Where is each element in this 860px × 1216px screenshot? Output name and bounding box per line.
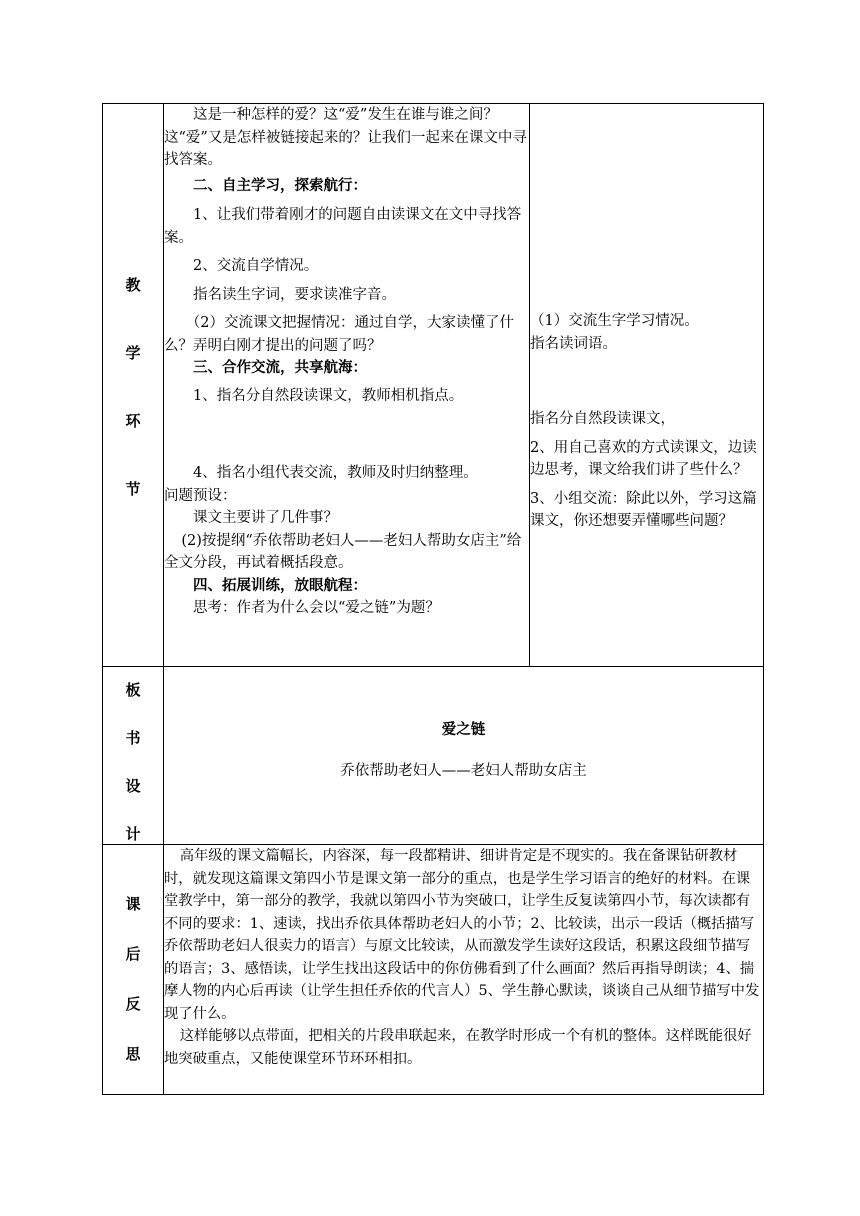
- teaching-label-cell: [103, 104, 164, 667]
- reflection-row: [103, 845, 764, 1095]
- section-heading-4: 四、拓展训练，放眼航程：: [193, 576, 367, 594]
- reflection-paragraph: 这样能够以点带面，把相关的片段串联起来，在教学时形成一个有机的整体。这样既能很好地突破重点，又能使课堂环节环环相扣。: [164, 1028, 752, 1067]
- board-content: [164, 667, 763, 783]
- intro-paragraph: 这是一种怎样的爱？这“爱”发生在谁与谁之间？这“爱”又是怎样被链接起来的？让我们一起来在课文中寻找答案。: [164, 107, 527, 168]
- board-design-cell: [164, 667, 764, 845]
- student-activity: 指名分自然段读课文，: [530, 411, 675, 427]
- step-paragraph: 思考：作者为什么会以“爱之链”为题？: [193, 600, 440, 616]
- reflection-label-char: 反: [125, 995, 141, 1013]
- reflection-label: [103, 845, 163, 1064]
- board-label-char: 书: [125, 729, 141, 747]
- step-paragraph: 课文主要讲了几件事？: [193, 510, 338, 526]
- section-heading-3: 三、合作交流，共享航海：: [193, 359, 367, 376]
- board-row: [103, 667, 764, 845]
- board-label-char: 计: [125, 825, 141, 843]
- teaching-process-cell: [164, 104, 530, 667]
- teaching-label-char: 节: [125, 480, 141, 498]
- board-line: 乔依帮助老妇人——老妇人帮助女店主: [340, 763, 587, 779]
- board-title: 爱之链: [441, 722, 486, 738]
- step-paragraph: 指名读生字词，要求读准字音。: [193, 286, 396, 303]
- reflection-paragraph: 高年级的课文篇幅长，内容深，每一段都精讲、细讲肯定是不现实的。我在备课钻研教材时，就发现这篇课文第四小节是课文第一部分的重点，也是学生学习语言的绝好的材料。在课堂教学中，第一部分的教学，我就以第四小节为突破口，让学生反复读第四小节，每次读都有不同的要求：1、速读，找出乔依具体帮助老妇人的小节；2、比较读，出示一段话（概括描写乔依帮助老妇人很卖力的语言）与原文比较读，从而激发学生读好这段话，积累这段细节描写的语言；3、感悟读，让学生找出这段话中的你仿佛看到了什么画面？然后再指导朗读；4、揣摩人物的内心后再读（让学生担任乔依的代言人）5、学生静心默读，谈谈自己从细节描写中发现了什么。: [164, 848, 760, 1022]
- board-label-cell: [103, 667, 164, 845]
- student-activity: 指名读词语。: [530, 335, 617, 352]
- lesson-plan-table: [102, 103, 764, 1095]
- step-paragraph: （2）交流课文把握情况：通过自学，大家读懂了什么？弄明白刚才提出的问题了吗？: [164, 315, 514, 354]
- teaching-label: [103, 104, 163, 499]
- student-activity: （1）交流生字学习情况。: [530, 313, 699, 329]
- step-paragraph: 4、指名小组代表交流，教师及时归纳整理。: [193, 465, 478, 481]
- teaching-label-char: 教: [125, 276, 141, 294]
- board-label-char: 板: [125, 681, 141, 699]
- student-activity: 3、小组交流：除此以外，学习这篇课文，你还想要弄懂哪些问题？: [530, 490, 757, 529]
- reflection-cell: [164, 845, 764, 1095]
- step-paragraph: (2)按提纲“乔依帮助老妇人——老妇人帮助女店主”给全文分段，再试着概括段意。: [164, 532, 522, 571]
- teaching-label-char: 学: [125, 344, 141, 362]
- reflection-label-char: 课: [125, 895, 141, 913]
- teaching-label-char: 环: [125, 412, 141, 430]
- reflection-label-char: 后: [125, 945, 141, 963]
- step-paragraph: 1、指名分自然段读课文，教师相机指点。: [193, 387, 464, 404]
- section-heading-2: 二、自主学习，探索航行：: [193, 176, 367, 194]
- board-label: [103, 667, 163, 844]
- reflection-label-char: 思: [125, 1045, 141, 1063]
- step-paragraph: 2、交流自学情况。: [193, 258, 319, 274]
- reflection-label-cell: [103, 845, 164, 1095]
- teaching-row: [103, 104, 764, 667]
- board-label-char: 设: [125, 777, 141, 795]
- student-activity-cell: [530, 104, 764, 667]
- question-preset-label: 问题预设：: [164, 487, 237, 504]
- student-activity: 2、用自己喜欢的方式读课文，边读边思考，课文给我们讲了些什么？: [530, 439, 757, 478]
- step-paragraph: 1、让我们带着刚才的问题自由读课文在文中寻找答案。: [164, 207, 522, 246]
